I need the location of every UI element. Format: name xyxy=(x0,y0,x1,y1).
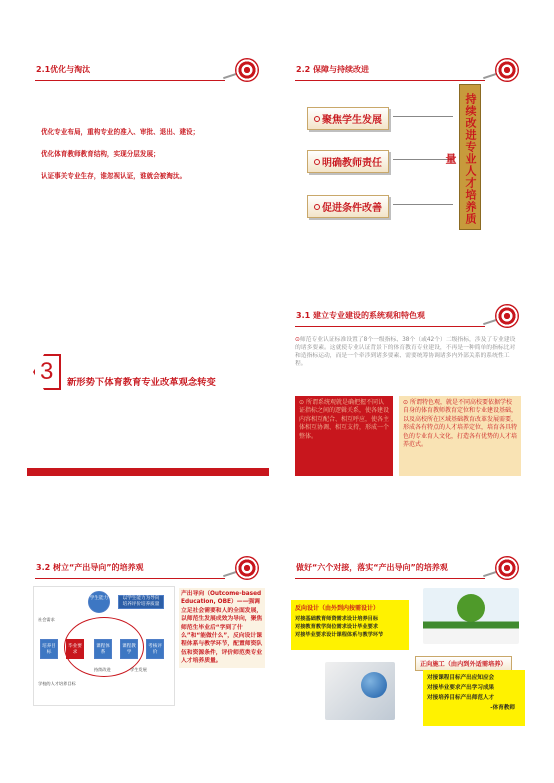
teaching-node: 课程教学 xyxy=(120,639,138,659)
slide-title: 2.1优化与淘汰 xyxy=(36,65,91,74)
header-rule xyxy=(295,80,485,81)
tree-icon xyxy=(457,594,485,622)
section-heading: 新形势下体育教育专业改革观念转变 xyxy=(67,377,216,388)
globe-photo xyxy=(325,662,395,720)
forward-line: 对接课程目标产出应知应会 xyxy=(427,675,495,681)
slide-optimization xyxy=(27,54,269,230)
bullet-icon xyxy=(314,204,320,210)
obe-description: 产出导向（Outcome-based Education, OBE）——强调立足社会需要和人的全面发展，以师范生发展成效为导向，聚焦师范生毕业后“学到了什么”和“能做什么”，反向设计课程体系与教学环节，配置师资队伍和资源条件，评价师范类专业人才培养质量。 xyxy=(179,588,265,668)
globe-icon xyxy=(361,672,387,698)
slide-obe xyxy=(27,552,269,728)
forward-line: -体育教师 xyxy=(490,705,515,711)
reverse-line: 对接教育教学岗位需求设计毕业要求 xyxy=(295,624,379,630)
target-icon xyxy=(235,556,259,580)
goal-node: 培养目标 xyxy=(40,639,58,659)
body-line: 优化专业布局，重构专业的准入、审批、退出、建设； xyxy=(41,128,200,136)
assessment-node: 考核评价 xyxy=(146,639,164,659)
teacher-duty-button: 明确教师责任 xyxy=(307,150,389,173)
target-icon xyxy=(495,58,519,82)
section-number-text: 3 xyxy=(40,358,54,385)
course-node: 课程体系 xyxy=(94,639,112,659)
condition-button: 促进条件改善 xyxy=(307,195,389,218)
bullet-icon: ⊙ xyxy=(295,337,300,343)
slide-title: 3.2 树立“产出导向”的培养观 xyxy=(36,563,144,572)
connector xyxy=(393,116,453,117)
reverse-line: 对接毕业要求设计课程体系与教学环节 xyxy=(295,632,384,638)
connector xyxy=(393,204,453,205)
header-rule xyxy=(295,578,485,579)
book-photo xyxy=(423,588,519,644)
slide-section-three xyxy=(27,300,269,476)
bullet-icon: ⊙ xyxy=(403,399,409,406)
note-text: 社会需求 xyxy=(38,617,55,622)
feature-view-box: ⊙ 所谓特色观，就是不同高校要依据学校自身的体育教师教育定位和专业建设基础，以及高校所在区域基础教育改革发展需要，形成各有特点的人才培养定位，培育各具特色的专业育人文化，打造各有优势的人才培养范式。 xyxy=(399,396,521,476)
bullet-icon: ⊙ xyxy=(299,399,305,406)
reverse-line: 对接基础教育师资需求设计培养目标 xyxy=(295,616,379,622)
bullet-icon xyxy=(314,159,320,165)
forward-line: 对接培养目标产出师范人才 xyxy=(427,695,495,701)
target-icon xyxy=(235,58,259,82)
forward-line: 对接毕业要求产出学习成果 xyxy=(427,685,495,691)
target-icon xyxy=(495,556,519,580)
header-rule xyxy=(35,80,225,81)
requirement-node: 毕业要求 xyxy=(66,639,84,659)
note-text: 持续改进 xyxy=(94,667,111,672)
reverse-design-panel xyxy=(291,600,409,650)
slide-title: 2.2 保障与持续改进 xyxy=(296,65,369,74)
slide-system-view xyxy=(287,300,529,476)
system-view-box: ⊙ 所谓系统观就是确把握不同认证指标之间的逻辑关系，使各建设内容相互配合、相互呼应，使各主体相互协调、相互支持，形成一个整体。 xyxy=(295,396,393,476)
vertical-goal-banner: 持续改进专业人才培养质量 xyxy=(459,84,481,230)
slide-header xyxy=(287,300,529,328)
target-icon xyxy=(495,304,519,328)
slide-six-docking xyxy=(287,552,529,728)
header-rule xyxy=(35,578,225,579)
slide-title: 做好“六个对接，落实“产出导向”的培养观 xyxy=(296,563,448,572)
body-line: 优化体育教师教育结构，实现分层发展； xyxy=(41,150,160,158)
slide-header xyxy=(287,54,529,82)
focus-student-button: 聚焦学生发展 xyxy=(307,107,389,130)
slide-header xyxy=(27,552,269,580)
forward-head: 正向施工（由内到外适需培养） xyxy=(415,656,512,671)
bullet-icon xyxy=(314,116,320,122)
slide-header xyxy=(27,54,269,82)
header-rule xyxy=(295,326,485,327)
intro-paragraph: ⊙师范专业认证标准设置了8个一级指标、38个（或42个）二级指标，涉及了专业建设的诸多要素。这就使专业认证背景下的体育教育专业建设，不再是一种简单的指标比对和造指标运动，而是一个牵涉到诸多要素、需要统筹协调诸多内外部关系的系统性工程。 xyxy=(295,337,516,367)
note-node: 以学生能力为导向 培养评价培养质量 xyxy=(118,595,164,609)
student-ability-node: 学生能力 xyxy=(88,591,110,613)
note-text: 学校的人才培养目标 xyxy=(38,681,76,686)
slide-title: 3.1 建立专业建设的系统观和特色观 xyxy=(296,311,425,320)
note-text: 学生发展 xyxy=(130,667,147,672)
reverse-head: 反向设计（由外到内按需设计） xyxy=(295,605,380,612)
obe-diagram xyxy=(33,586,175,706)
forward-panel xyxy=(423,670,525,726)
bottom-rule xyxy=(27,468,269,476)
body-line: 认证事关专业生存，谁忽视认证，谁就会被淘汰。 xyxy=(41,172,187,180)
slide-header xyxy=(287,552,529,580)
slide-guarantee xyxy=(287,54,529,230)
